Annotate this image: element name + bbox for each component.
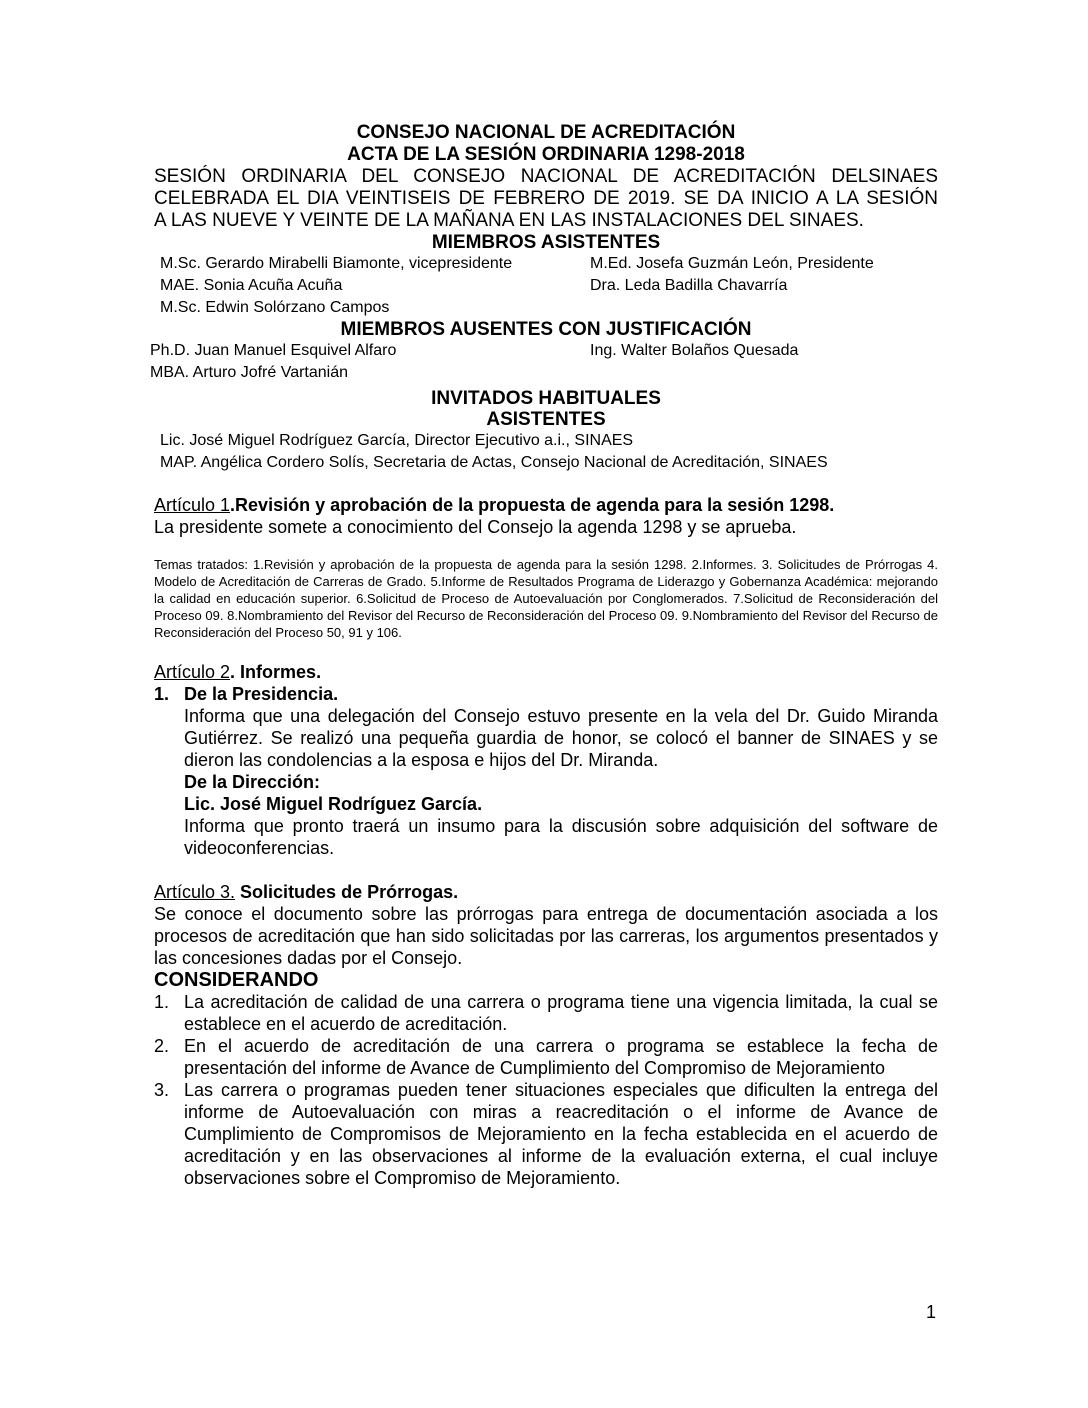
session-title: ACTA DE LA SESIÓN ORDINARIA 1298-2018	[347, 144, 745, 165]
member-name: M.Sc. Edwin Solórzano Campos	[160, 299, 390, 316]
member-name: M.Ed. Josefa Guzmán León, Presidente	[590, 255, 874, 272]
item-number: 3.	[154, 1080, 170, 1100]
item-subname: Lic. José Miguel Rodríguez García.	[184, 794, 483, 814]
article-2-heading	[154, 661, 938, 683]
considerando-item	[154, 1079, 938, 1189]
article-3-title: Solicitudes de Prórrogas.	[235, 882, 459, 902]
present-members-list	[160, 253, 938, 319]
article-1-text: La presidente somete a conocimiento del Consejo la agenda 1298 y se aprueba.	[154, 517, 797, 537]
considerando-item	[154, 991, 938, 1035]
member-row	[160, 275, 938, 297]
present-members-heading: MIEMBROS ASISTENTES	[431, 232, 661, 253]
article-3-label: Artículo 3.	[154, 882, 236, 902]
member-name: Ph.D. Juan Manuel Esquivel Alfaro	[150, 342, 397, 359]
item-subtitle: De la Dirección:	[184, 772, 321, 792]
item-number: 1.	[154, 992, 170, 1012]
guest-line: Lic. José Miguel Rodríguez García, Director Ejecutivo a.i., SINAES	[160, 432, 634, 449]
page-number: 1	[925, 1302, 936, 1322]
guest-line: MAP. Angélica Cordero Solís, Secretaria de Actas, Consejo Nacional de Acreditación, SINAES	[160, 454, 828, 471]
item-text: En el acuerdo de acreditación de una carrera o programa se establece la fecha de presentación del informe de Avance de Cumplimiento del Compromiso de Mejoramiento	[184, 1036, 938, 1078]
considerando-heading: CONSIDERANDO	[154, 969, 319, 991]
considerando-item	[154, 1035, 938, 1079]
absent-members-list	[150, 340, 938, 384]
topics-summary: Temas tratados: 1.Revisión y aprobación de la propuesta de agenda para la sesión 1298. 2.Informes. 3. Solicitudes de Prórrogas 4. Modelo de Acreditación de Carreras de Grado. 5.Informe de Resultados Programa de Liderazgo y Gobernanza Académica: mejorando la calidad en educación superior. 6.Solicitud de Proceso de Autoevaluación por Conglomerados. 7.Solicitud de Reconsideración del Proceso 09. 8.Nombramiento del Revisor del Recurso de Reconsideración del Proceso 09. 9.Nombramiento del Revisor del Recurso de Reconsideración del Proceso 50, 91 y 106.	[154, 557, 938, 640]
member-row	[160, 297, 938, 319]
article-1-title: .Revisión y aprobación de la propuesta de agenda para la sesión 1298.	[230, 495, 835, 515]
member-name: MBA. Arturo Jofré Vartanián	[150, 364, 349, 381]
item-text: La acreditación de calidad de una carrera o programa tiene una vigencia limitada, la cual se establece en el acuerdo de acreditación.	[184, 992, 938, 1034]
member-row	[160, 253, 938, 275]
article-3-heading	[154, 881, 938, 903]
intro-line: SESIÓN ORDINARIA DEL CONSEJO NACIONAL DE ACREDITACIÓN DELSINAES	[154, 166, 938, 187]
member-name: Dra. Leda Badilla Chavarría	[590, 277, 788, 294]
intro-line: A LAS NUEVE Y VEINTE DE LA MAÑANA EN LAS INSTALACIONES DEL SINAES.	[154, 210, 864, 231]
guests-heading: INVITADOS HABITUALES	[431, 388, 661, 409]
item-number: 1.	[154, 684, 170, 704]
document-page	[150, 122, 938, 1189]
member-row	[150, 340, 938, 362]
report-item	[154, 683, 938, 859]
absent-members-heading: MIEMBROS AUSENTES CON JUSTIFICACIÓN	[340, 319, 752, 340]
member-name: Ing. Walter Bolaños Quesada	[590, 342, 799, 359]
member-row	[150, 362, 938, 384]
session-intro	[154, 166, 938, 232]
article-2-label: Artículo 2	[154, 662, 231, 682]
item-text: Las carrera o programas pueden tener situaciones especiales que dificulten la entrega del informe de Autoevaluación con miras a reacreditación o el informe de Avance de Cumplimiento de Compromisos de Mejoramiento en la fecha establecida en el acuerdo de acreditación y en las observaciones al informe de la evaluación externa, el cual incluye observaciones sobre el Compromiso de Mejoramiento.	[184, 1080, 938, 1188]
item-title: De la Presidencia.	[184, 684, 339, 704]
intro-line: CELEBRADA EL DIA VEINTISEIS DE FEBRERO DE 2019. SE DA INICIO A LA SESIÓN	[154, 188, 938, 209]
item-text: Informa que una delegación del Consejo estuvo presente en la vela del Dr. Guido Miranda Gutiérrez. Se realizó una pequeña guardia de honor, se colocó el banner de SINAES y se dieron las condolencias a la esposa e hijos del Dr. Miranda.	[184, 706, 938, 770]
document-title: CONSEJO NACIONAL DE ACREDITACIÓN	[356, 122, 736, 143]
member-name: M.Sc. Gerardo Mirabelli Biamonte, vicepresidente	[160, 255, 513, 272]
article-1-heading	[154, 494, 938, 516]
item-subtext: Informa que pronto traerá un insumo para la discusión sobre adquisición del software de videoconferencias.	[184, 816, 938, 858]
member-name: MAE. Sonia Acuña Acuña	[160, 277, 343, 294]
guests-list	[160, 430, 938, 474]
guests-subheading: ASISTENTES	[486, 409, 606, 430]
article-1-label: Artículo 1	[154, 495, 231, 515]
article-2-title: . Informes.	[230, 662, 322, 682]
item-number: 2.	[154, 1036, 170, 1056]
article-3-text: Se conoce el documento sobre las prórrogas para entrega de documentación asociada a los procesos de acreditación que han sido solicitadas por las carreras, los argumentos presentados y las concesiones dadas por el Consejo.	[154, 904, 938, 968]
